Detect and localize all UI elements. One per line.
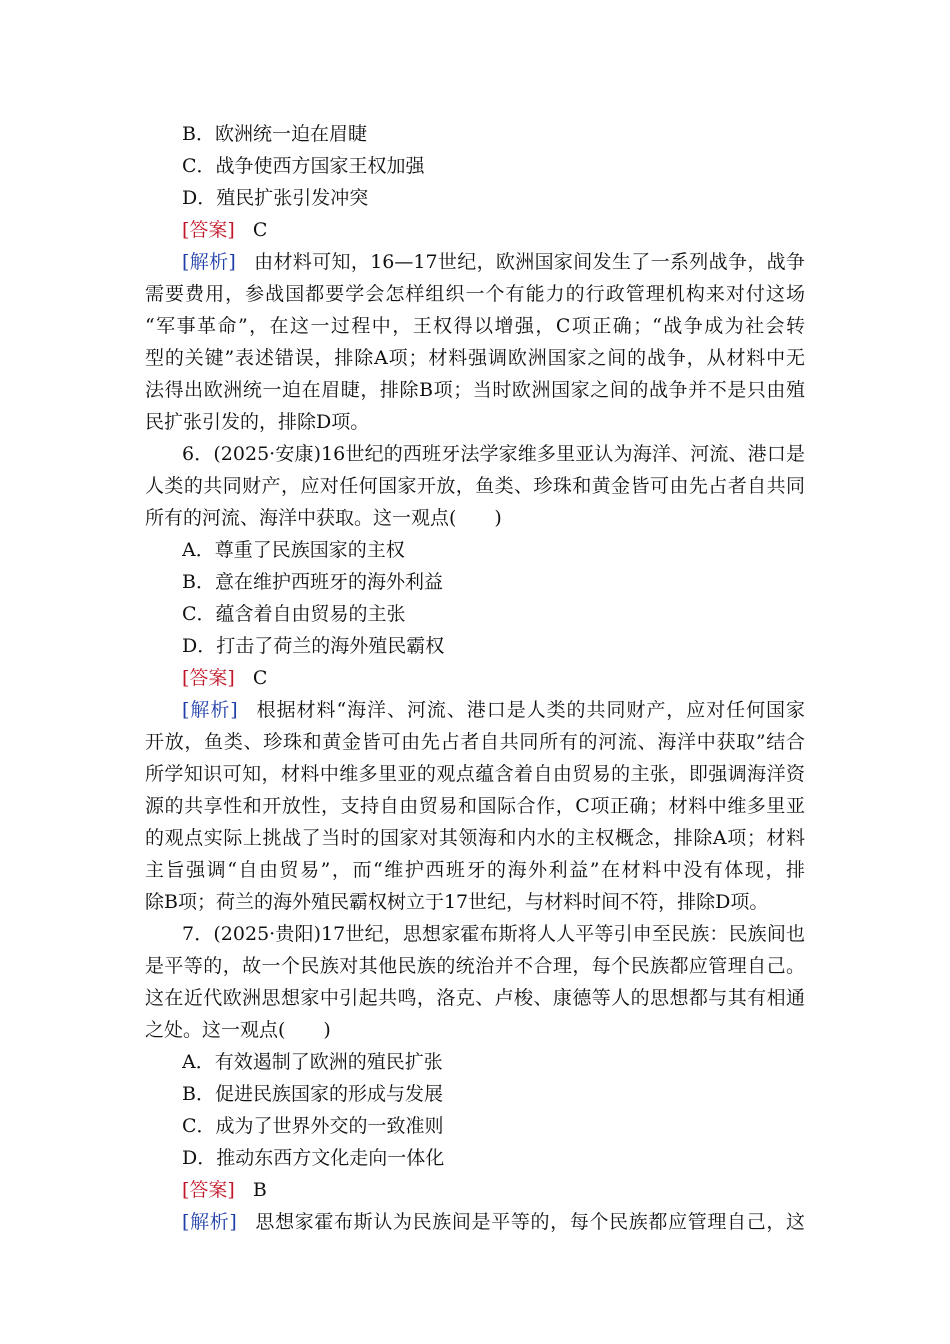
q6-stem-line-2: 人类的共同财产，应对任何国家开放，鱼类、珍珠和黄金皆可由先占者自共同 <box>145 475 805 497</box>
analysis-tag: [解析] <box>182 699 238 721</box>
answer-tag: [答案] <box>182 1179 235 1201</box>
q7-stem-line-4: 之处。这一观点( ) <box>145 1019 331 1041</box>
q6-analysis-line-3: 所学知识可知，材料中维多里亚的观点蕴含着自由贸易的主张，即强调海洋资 <box>145 763 805 785</box>
answer-tag: [答案] <box>182 219 235 241</box>
q7-answer-line <box>182 1174 805 1206</box>
q6-analysis-line-7: 除B项；荷兰的海外殖民霸权树立于17世纪，与材料时间不符，排除D项。 <box>145 891 769 913</box>
analysis-text: 根据材料“海洋、河流、港口是人类的共同财产，应对任何国家 <box>255 699 805 721</box>
q5-option-b: B．欧洲统一迫在眉睫 <box>182 123 367 145</box>
q7-stem-line-3: 这在近代欧洲思想家中引起共鸣，洛克、卢梭、康德等人的思想都与其有相通 <box>145 987 805 1009</box>
answer-value: B <box>252 1179 267 1201</box>
answer-value: C <box>252 667 268 689</box>
q7-analysis-line-1 <box>182 1206 805 1238</box>
q5-analysis-line-4: 型的关键”表述错误，排除A项；材料强调欧洲国家之间的战争，从材料中无 <box>145 347 805 369</box>
q6-stem-line-1: 6．(2025·安康)16世纪的西班牙法学家维多里亚认为海洋、河流、港口是 <box>182 443 805 465</box>
q7-option-d: D．推动东西方文化走向一体化 <box>182 1147 445 1169</box>
analysis-tag: [解析] <box>182 1211 237 1233</box>
q6-option-a: A．尊重了民族国家的主权 <box>182 539 405 561</box>
q7-option-c: C．成为了世界外交的一致准则 <box>182 1115 444 1137</box>
q5-option-d: D．殖民扩张引发冲突 <box>182 187 369 209</box>
q6-option-c: C．蕴含着自由贸易的主张 <box>182 603 406 625</box>
q6-analysis-line-1 <box>182 694 805 726</box>
answer-value: C <box>252 219 268 241</box>
q5-analysis-line-6: 民扩张引发的，排除D项。 <box>145 411 370 433</box>
q6-option-d: D．打击了荷兰的海外殖民霸权 <box>182 635 445 657</box>
q7-stem-line-2: 是平等的，故一个民族对其他民族的统治并不合理，每个民族都应管理自己。 <box>145 955 805 977</box>
q6-stem-line-3: 所有的河流、海洋中获取。这一观点( ) <box>145 507 502 529</box>
q6-analysis-line-5: 的观点实际上挑战了当时的国家对其领海和内水的主权概念，排除A项；材料 <box>145 827 805 849</box>
q6-analysis-line-4: 源的共享性和开放性，支持自由贸易和国际合作，C项正确；材料中维多里亚 <box>145 795 805 817</box>
analysis-tag: [解析] <box>182 251 236 273</box>
q5-answer-line <box>182 214 805 246</box>
q5-analysis-line-1 <box>182 246 805 278</box>
q6-analysis-line-6: 主旨强调“自由贸易”，而“维护西班牙的海外利益”在材料中没有体现，排 <box>145 859 805 881</box>
q6-answer-line <box>182 662 805 694</box>
q5-analysis-line-5: 法得出欧洲统一迫在眉睫，排除B项；当时欧洲国家之间的战争并不是只由殖 <box>145 379 805 401</box>
q6-option-b: B．意在维护西班牙的海外利益 <box>182 571 443 593</box>
q5-option-c: C．战争使西方国家王权加强 <box>182 155 425 177</box>
q5-analysis-line-3: “军事革命”，在这一过程中，王权得以增强，C项正确；“战争成为社会转 <box>145 315 805 337</box>
q7-option-a: A．有效遏制了欧洲的殖民扩张 <box>182 1051 443 1073</box>
q7-stem-line-1: 7．(2025·贵阳)17世纪，思想家霍布斯将人人平等引申至民族：民族间也 <box>182 923 805 945</box>
answer-tag: [答案] <box>182 667 235 689</box>
q7-option-b: B．促进民族国家的形成与发展 <box>182 1083 443 1105</box>
analysis-text: 思想家霍布斯认为民族间是平等的，每个民族都应管理自己，这 <box>254 1211 805 1233</box>
analysis-text: 由材料可知，16—17世纪，欧洲国家间发生了一系列战争，战争 <box>253 251 805 273</box>
q6-analysis-line-2: 开放，鱼类、珍珠和黄金皆可由先占者自共同所有的河流、海洋中获取”结合 <box>145 731 805 753</box>
q5-analysis-line-2: 需要费用，参战国都要学会怎样组织一个有能力的行政管理机构来对付这场 <box>145 283 805 305</box>
